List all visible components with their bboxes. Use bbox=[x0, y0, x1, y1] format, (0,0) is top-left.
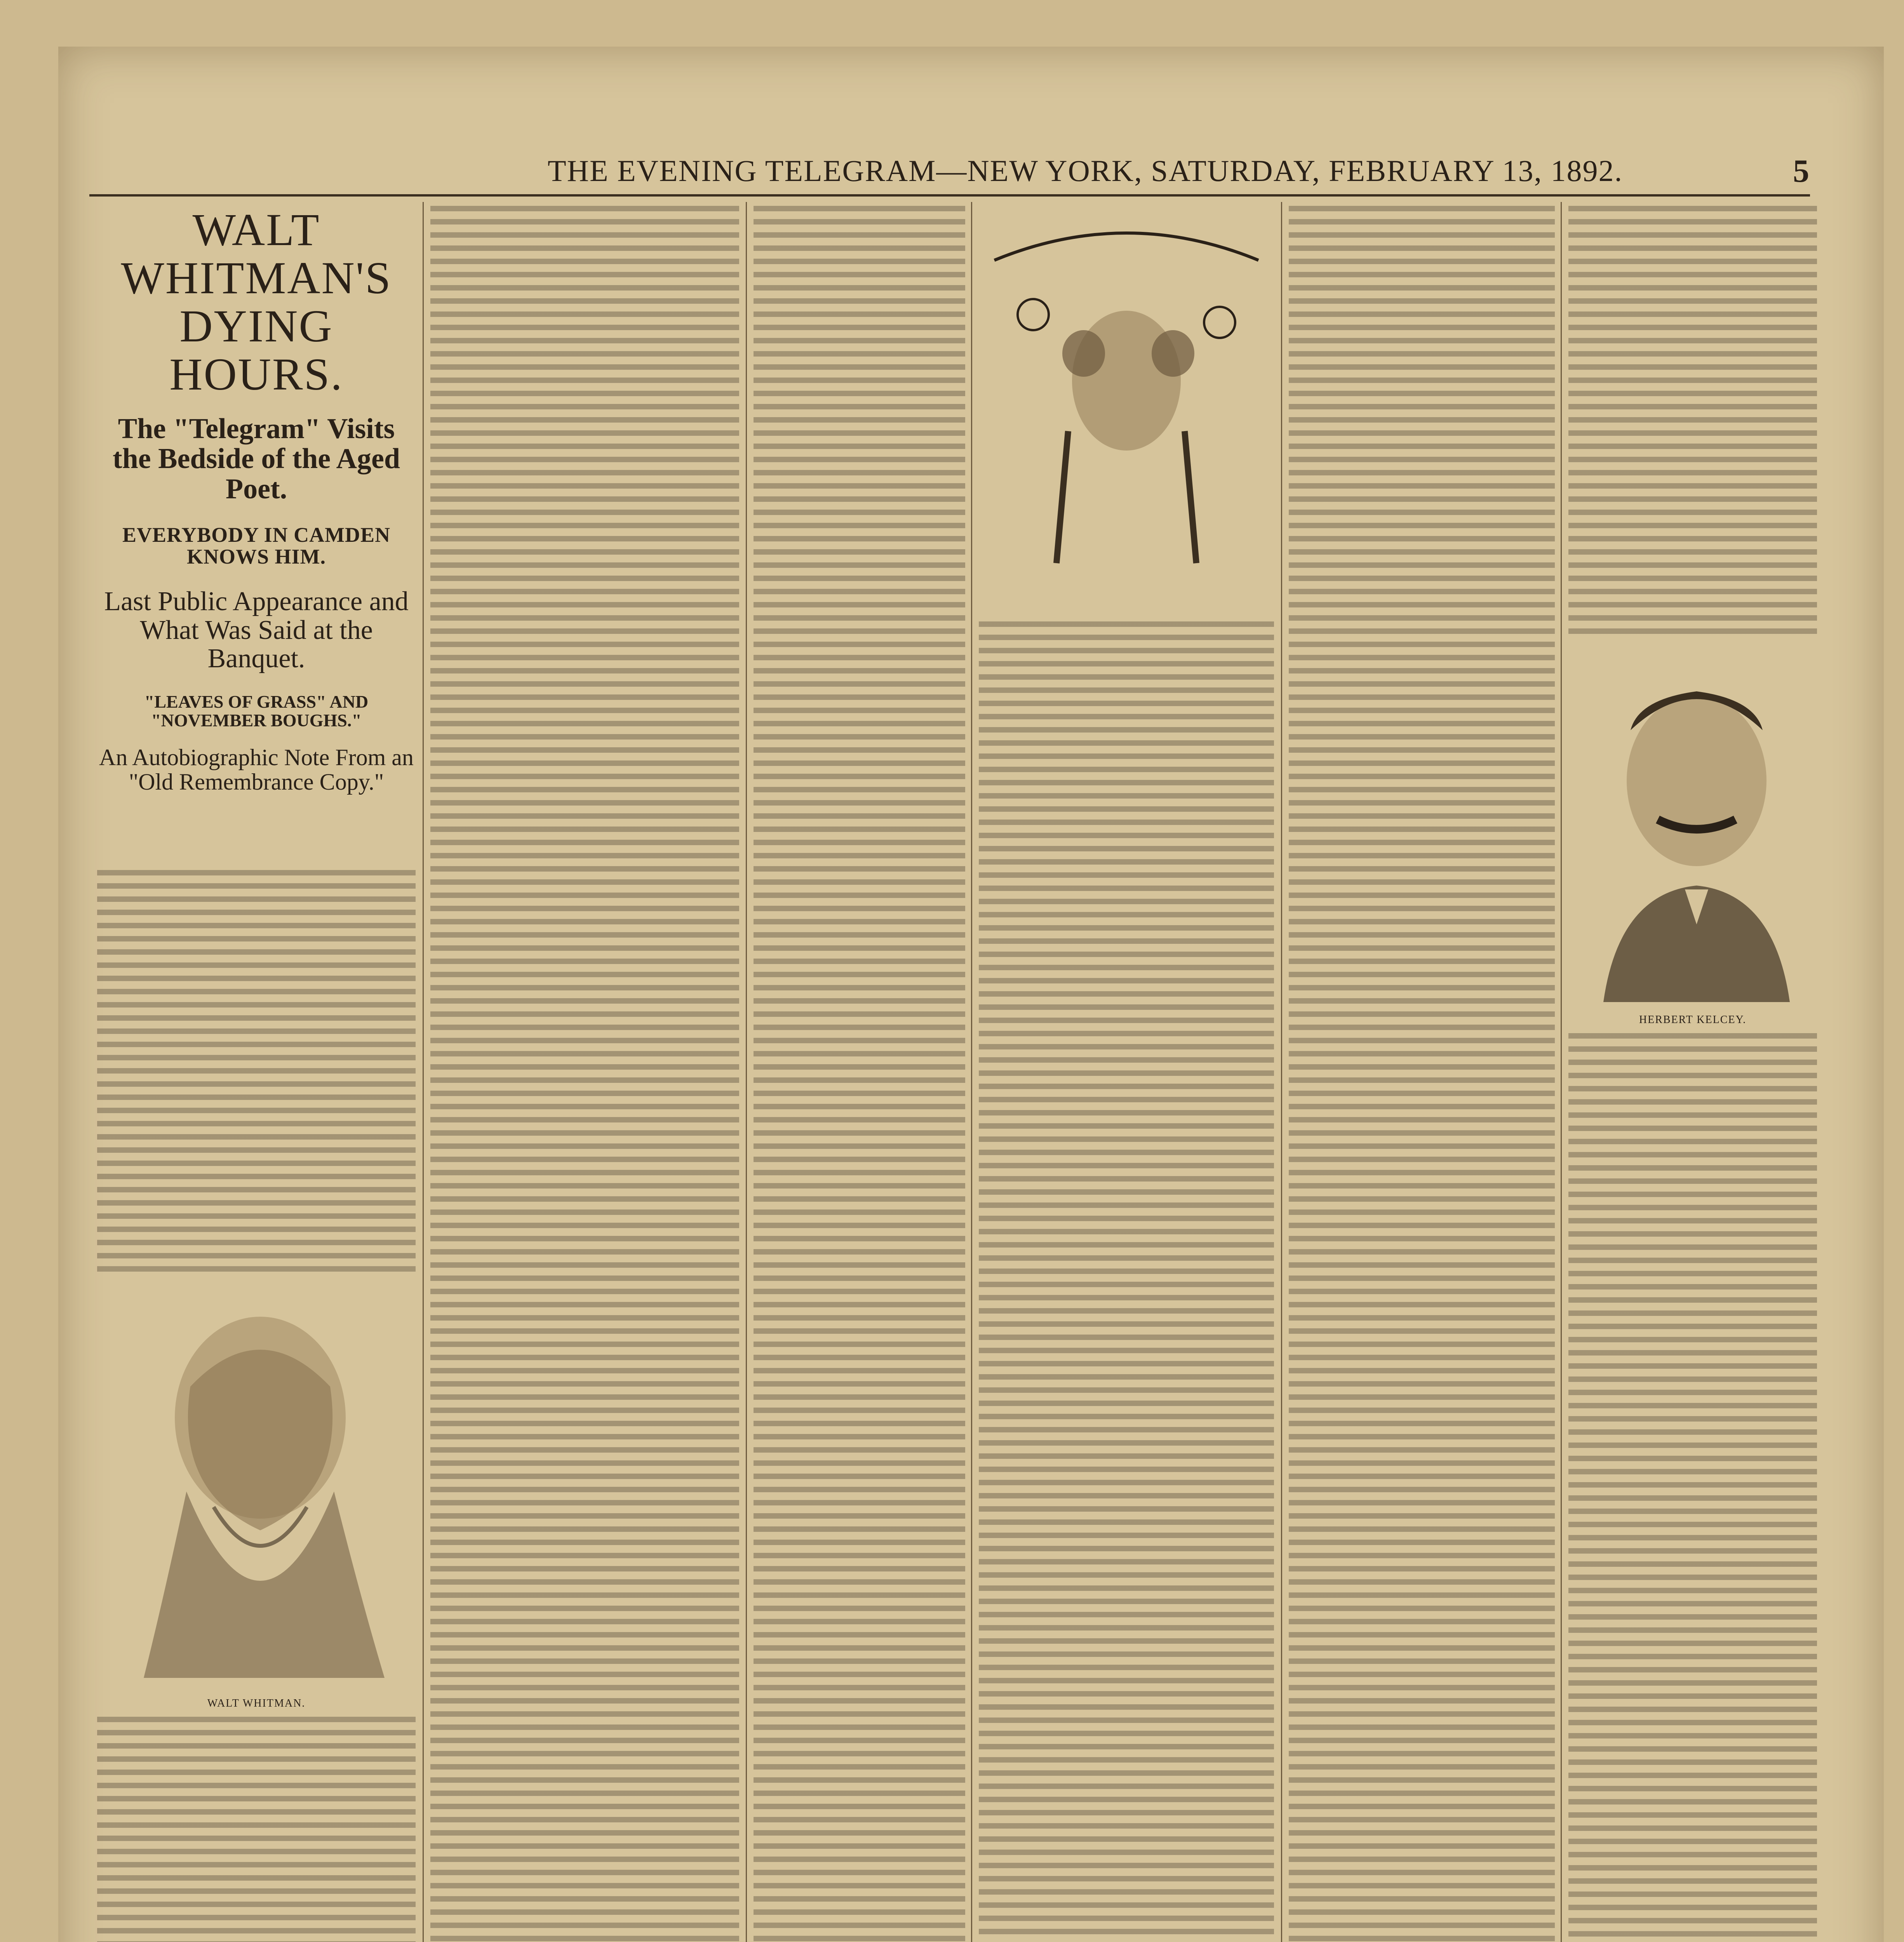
column-divider bbox=[1281, 202, 1282, 1942]
whitman-portrait-caption: WALT WHITMAN. bbox=[207, 1697, 306, 1709]
kelcey-portrait-caption: HERBERT KELCEY. bbox=[1639, 1014, 1747, 1026]
column-divider bbox=[746, 202, 747, 1942]
column-drama bbox=[979, 202, 1274, 1942]
column-divider bbox=[971, 202, 972, 1942]
column-whitman bbox=[97, 202, 416, 1942]
article-text bbox=[430, 206, 739, 1942]
column-5 bbox=[1289, 202, 1555, 1942]
column-divider bbox=[423, 202, 424, 1942]
whitman-portrait-illustration bbox=[113, 1289, 400, 1686]
page-number: 5 bbox=[1793, 153, 1810, 189]
article-text bbox=[754, 206, 965, 1942]
masthead-title: THE EVENING TELEGRAM—NEW YORK, SATURDAY, FEBRUARY 13, 1892. bbox=[548, 154, 1623, 188]
masthead-rule bbox=[89, 194, 1810, 197]
article-text bbox=[1568, 1033, 1817, 1942]
whitman-headline-block bbox=[97, 206, 416, 794]
subhead-telegram-visits: The "Telegram" Visits the Bedside of the Aged Poet. bbox=[113, 412, 400, 505]
column-6 bbox=[1568, 202, 1817, 1942]
subhead-leaves-of-grass: "LEAVES OF GRASS" AND "NOVEMBER BOUGHS." bbox=[144, 691, 369, 730]
subhead-autobiographic-note: An Autobiographic Note From an "Old Remembrance Copy." bbox=[99, 745, 414, 795]
subhead-camden: EVERYBODY IN CAMDEN KNOWS HIM. bbox=[122, 523, 391, 569]
article-text bbox=[1289, 206, 1555, 1942]
column-3 bbox=[754, 202, 965, 1942]
masthead bbox=[89, 153, 1810, 188]
kelcey-portrait-illustration bbox=[1572, 653, 1813, 1002]
article-text bbox=[97, 870, 416, 1274]
subhead-last-appearance: Last Public Appearance and What Was Said at the Banquet. bbox=[104, 586, 409, 673]
article-text bbox=[979, 621, 1274, 1942]
article-text bbox=[97, 1717, 416, 1942]
column-divider bbox=[1561, 202, 1562, 1942]
headline-whitman: WALT WHITMAN'S DYING HOURS. bbox=[121, 204, 392, 400]
article-text bbox=[1568, 206, 1817, 641]
column-2 bbox=[430, 202, 739, 1942]
